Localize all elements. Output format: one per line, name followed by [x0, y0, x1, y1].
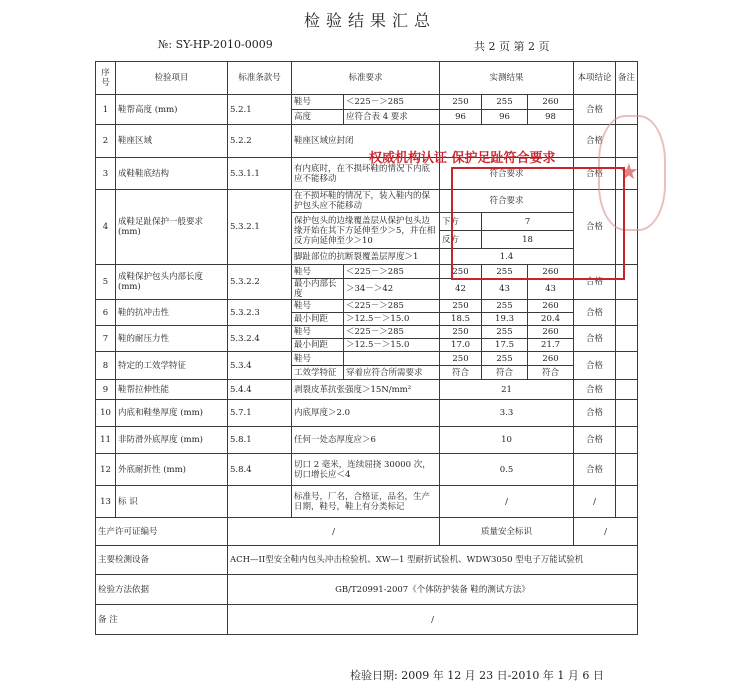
table-row: [96, 326, 638, 339]
row-note: [616, 300, 638, 326]
row-value: 21: [440, 380, 574, 400]
equipment-row: [96, 546, 638, 575]
inspection-date: 检验日期: 2009 年 12 月 23 日-2010 年 1 月 6 日: [350, 669, 604, 682]
row-note: [616, 326, 638, 352]
row-requirement: 在不损坏鞋的情况下，装入鞋内的保护包头应不能移动: [292, 190, 440, 213]
row-note: [616, 454, 638, 486]
row-result: 合格: [574, 300, 616, 326]
row-value: 250: [440, 326, 482, 339]
row-value: 96: [440, 110, 482, 125]
row-sub-label: 工效学特征: [292, 366, 344, 380]
row-std: [228, 486, 292, 518]
row-item: 鞋的抗冲击性: [116, 300, 228, 326]
row-value: 10: [440, 427, 574, 454]
row-item: 非防滑外底厚度 (mm): [116, 427, 228, 454]
row-value: 20.4: [528, 313, 574, 326]
row-item: 鞋帮拉伸性能: [116, 380, 228, 400]
row-value: 18.5: [440, 313, 482, 326]
row-requirement: 保护包头的边缘覆盖层从保护包头边缘开始在其下方延伸至少＞5，并在相反方向延伸至少＞10: [292, 213, 440, 249]
results-table: [95, 61, 638, 635]
row-number: 2: [96, 125, 116, 158]
row-value: 260: [528, 352, 574, 366]
row-result: 合格: [574, 265, 616, 300]
row-item: 鞋座区域: [116, 125, 228, 158]
document-number: №: SY-HP-2010-0009: [158, 38, 273, 51]
license-row: [96, 518, 638, 546]
row-value: 250: [440, 265, 482, 279]
row-value: 18: [482, 231, 574, 249]
row-requirement: ＜225－＞285: [344, 326, 440, 339]
row-value: /: [440, 486, 574, 518]
row-item: 成鞋足趾保护一般要求 (mm): [116, 190, 228, 265]
row-sub-label: 最小间距: [292, 339, 344, 352]
row-requirement: 有内底时，在不损坏鞋的情况下内底应不能移动: [292, 158, 440, 190]
row-result: 合格: [574, 125, 616, 158]
row-std: 5.3.1.1: [228, 158, 292, 190]
seal-star-icon: ★: [619, 160, 639, 185]
header-req: 标准要求: [292, 62, 440, 95]
row-requirement: 标准号，厂名，合格证，品名，生产日期，鞋号，鞋上有分类标记: [292, 486, 440, 518]
header-note: 备注: [616, 62, 638, 95]
row-value: 255: [482, 300, 528, 313]
row-std: 5.3.2.1: [228, 190, 292, 265]
row-note: [616, 352, 638, 380]
row-std: 5.8.4: [228, 454, 292, 486]
row-std: 5.7.1: [228, 400, 292, 427]
header-seq: 序号: [96, 62, 116, 95]
row-note: [616, 380, 638, 400]
row-requirement: ＜225－＞285: [344, 265, 440, 279]
row-number: 12: [96, 454, 116, 486]
header-conclusion: 本项结论: [574, 62, 616, 95]
row-requirement: 脚趾部位的抗断裂覆盖层厚度＞1: [292, 249, 440, 265]
row-std: 5.3.2.4: [228, 326, 292, 352]
row-note: [616, 486, 638, 518]
header-item: 检验项目: [116, 62, 228, 95]
row-std: 5.4.4: [228, 380, 292, 400]
row-value: 17.5: [482, 339, 528, 352]
row-value: 43: [528, 279, 574, 300]
row-std: 5.2.2: [228, 125, 292, 158]
row-sub-label: 鞋号: [292, 326, 344, 339]
row-value: 43: [482, 279, 528, 300]
row-value: 260: [528, 265, 574, 279]
row-value: 符合: [528, 366, 574, 380]
row-result: 合格: [574, 352, 616, 380]
row-requirement: ＞12.5－＞15.0: [344, 313, 440, 326]
row-item: 特定的工效学特征: [116, 352, 228, 380]
row-sub-label: 下方: [440, 213, 482, 231]
row-number: 11: [96, 427, 116, 454]
row-value: 250: [440, 95, 482, 110]
row-value: 7: [482, 213, 574, 231]
row-value: 1.4: [440, 249, 574, 265]
row-result: 合格: [574, 380, 616, 400]
row-sub-label: 最小内部长度: [292, 279, 344, 300]
row-value: 符合: [482, 366, 528, 380]
row-number: 10: [96, 400, 116, 427]
quality-mark-label: 质量安全标识: [440, 518, 574, 546]
row-requirement: ＜225－＞285: [344, 95, 440, 110]
row-number: 6: [96, 300, 116, 326]
table-row: [96, 454, 638, 486]
table-row: [96, 380, 638, 400]
row-sub-label: 鞋号: [292, 265, 344, 279]
page-indicator: 共 2 页 第 2 页: [474, 40, 550, 53]
highlight-annotation: 权威机构认证 保护足趾符合要求: [369, 151, 556, 166]
row-value: 42: [440, 279, 482, 300]
row-item: 外底耐折性 (mm): [116, 454, 228, 486]
row-number: 13: [96, 486, 116, 518]
method-value: GB/T20991-2007《个体防护装备 鞋的测试方法》: [228, 575, 638, 605]
row-value: 0.5: [440, 454, 574, 486]
row-value: 250: [440, 352, 482, 366]
table-row: [96, 95, 638, 110]
row-number: 7: [96, 326, 116, 352]
row-requirement: [344, 352, 440, 366]
row-value: 260: [528, 326, 574, 339]
row-item: 内底和鞋垫厚度 (mm): [116, 400, 228, 427]
header-std: 标准条款号: [228, 62, 292, 95]
row-result: 合格: [574, 326, 616, 352]
row-value: 96: [482, 110, 528, 125]
table-header: [96, 62, 638, 95]
row-value: 3.3: [440, 400, 574, 427]
row-sub-label: 反方: [440, 231, 482, 249]
row-item: 鞋帮高度 (mm): [116, 95, 228, 125]
remark-row: [96, 605, 638, 635]
row-requirement: 穿着应符合所需要求: [344, 366, 440, 380]
row-sub-label: 鞋号: [292, 300, 344, 313]
document-title: 检验结果汇总: [303, 11, 436, 30]
row-result: /: [574, 486, 616, 518]
row-requirement: ＞12.5－＞15.0: [344, 339, 440, 352]
row-result: 合格: [574, 190, 616, 265]
row-result: 合格: [574, 158, 616, 190]
row-item: 鞋的耐压力性: [116, 326, 228, 352]
table-row: [96, 300, 638, 313]
row-value: 98: [528, 110, 574, 125]
equipment-value: ACH—II型安全鞋内包头冲击检验机、XW—1 型耐折试验机、WDW3050 型电子万能试验机: [228, 546, 638, 575]
row-value: 255: [482, 352, 528, 366]
row-value: 符合要求: [440, 158, 574, 190]
table-row: [96, 400, 638, 427]
row-number: 8: [96, 352, 116, 380]
row-value: 符合要求: [440, 190, 574, 213]
equipment-label: 主要检测设备: [96, 546, 228, 575]
row-number: 9: [96, 380, 116, 400]
header-measured: 实测结果: [440, 62, 574, 95]
row-sub-label: 鞋号: [292, 352, 344, 366]
license-label: 生产许可证编号: [96, 518, 228, 546]
remark-value: /: [228, 605, 638, 635]
row-value: 260: [528, 300, 574, 313]
row-item: 成鞋保护包头内部长度 (mm): [116, 265, 228, 300]
row-std: 5.3.2.2: [228, 265, 292, 300]
row-value: 260: [528, 95, 574, 110]
row-note: [616, 427, 638, 454]
row-number: 4: [96, 190, 116, 265]
row-requirement: 任何一处态厚度应＞6: [292, 427, 440, 454]
row-item: 标 识: [116, 486, 228, 518]
row-value: 255: [482, 95, 528, 110]
row-result: 合格: [574, 427, 616, 454]
highlight-box: [451, 167, 625, 280]
row-std: 5.8.1: [228, 427, 292, 454]
row-std: 5.3.2.3: [228, 300, 292, 326]
row-requirement: 鞋座区域应封闭: [292, 125, 440, 158]
row-requirement: ＜225－＞285: [344, 300, 440, 313]
row-number: 3: [96, 158, 116, 190]
row-number: 5: [96, 265, 116, 300]
row-note: [616, 400, 638, 427]
method-row: [96, 575, 638, 605]
table-row: [96, 125, 638, 158]
row-std: 5.3.4: [228, 352, 292, 380]
row-sub-label: 最小间距: [292, 313, 344, 326]
row-result: 合格: [574, 95, 616, 125]
row-value: 255: [482, 265, 528, 279]
row-std: 5.2.1: [228, 95, 292, 125]
row-value: 21.7: [528, 339, 574, 352]
remark-label: 备 注: [96, 605, 228, 635]
method-label: 检验方法依据: [96, 575, 228, 605]
row-sub-label: 高度: [292, 110, 344, 125]
row-result: 合格: [574, 400, 616, 427]
table-row: [96, 427, 638, 454]
row-value: 17.0: [440, 339, 482, 352]
row-requirement: ＞34－＞42: [344, 279, 440, 300]
row-requirement: 应符合表 4 要求: [344, 110, 440, 125]
row-item: 成鞋鞋底结构: [116, 158, 228, 190]
row-requirement: 内底厚度＞2.0: [292, 400, 440, 427]
row-value: 19.3: [482, 313, 528, 326]
table-row: [96, 486, 638, 518]
table-row: [96, 352, 638, 366]
row-result: 合格: [574, 454, 616, 486]
row-value: 250: [440, 300, 482, 313]
row-requirement: 剥裂皮革抗张强度＞15N/mm²: [292, 380, 440, 400]
row-sub-label: 鞋号: [292, 95, 344, 110]
row-value: 符合: [440, 366, 482, 380]
row-number: 1: [96, 95, 116, 125]
row-value: 255: [482, 326, 528, 339]
quality-mark-value: /: [574, 518, 638, 546]
license-value: /: [228, 518, 440, 546]
row-requirement: 切口 2 毫米，连续屈挠 30000 次，切口增长应＜4: [292, 454, 440, 486]
